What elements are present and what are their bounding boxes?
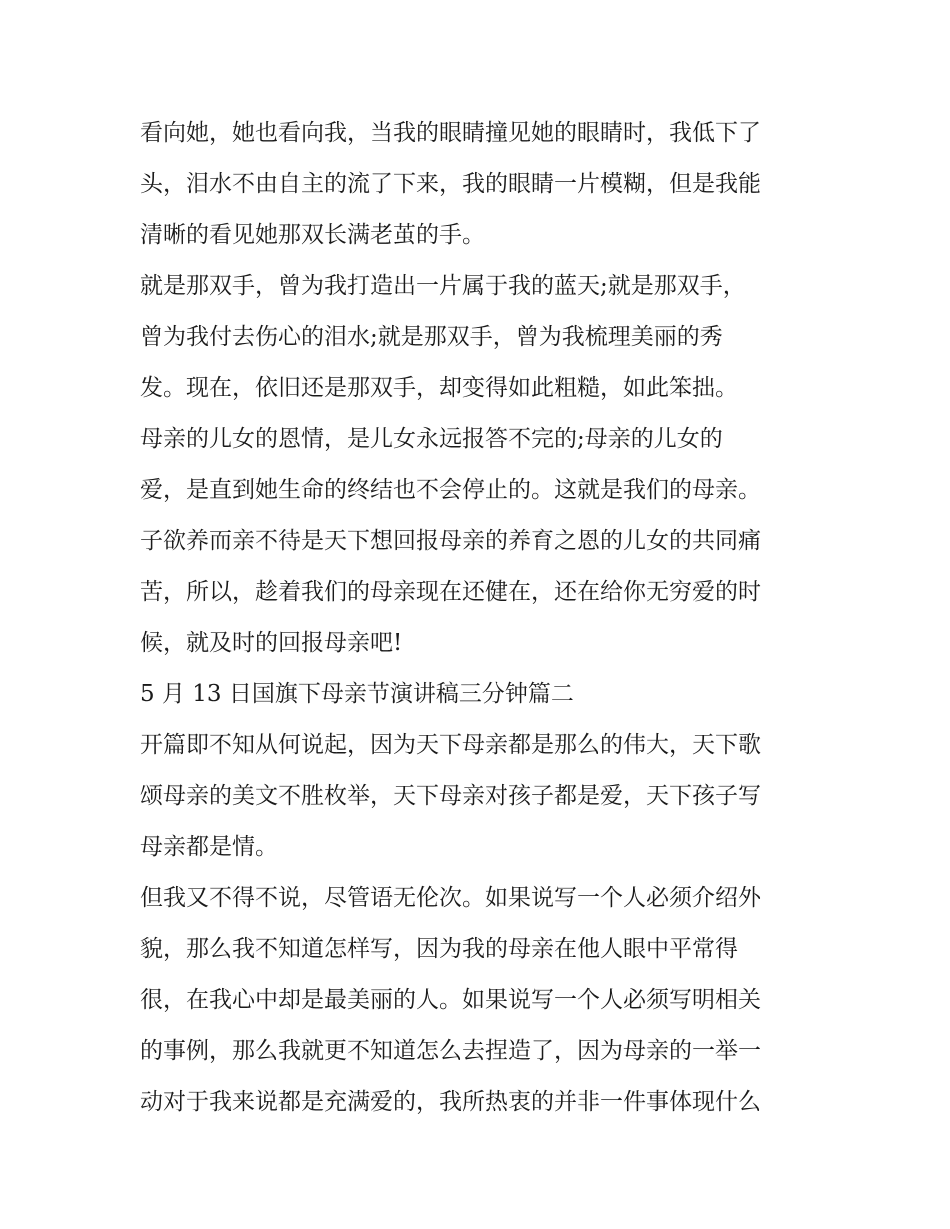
section-heading: 5 月 13 日国旗下母亲节演讲稿三分钟篇二 — [140, 681, 574, 707]
text-line: 苦，所以，趁着我们的母亲现在还健在，还在给你无穷爱的时 — [140, 579, 761, 605]
text-line: 开篇即不知从何说起，因为天下母亲都是那么的伟大，天下歌 — [140, 732, 761, 758]
text-line: 清晰的看见她那双长满老茧的手。 — [140, 222, 485, 248]
text-line: 候，就及时的回报母亲吧! — [140, 630, 403, 656]
text-line: 动对于我来说都是充满爱的，我所热衷的并非一件事体现什么 — [140, 1089, 761, 1115]
text-line: 发。现在，依旧还是那双手，却变得如此粗糙，如此笨拙。 — [140, 375, 738, 401]
text-line: 母亲都是情。 — [140, 834, 278, 860]
text-line: 很，在我心中却是最美丽的人。如果说写一个人必须写明相关 — [140, 987, 761, 1013]
text-line: 但我又不得不说，尽管语无伦次。如果说写一个人必须介绍外 — [140, 885, 761, 911]
text-line: 看向她，她也看向我，当我的眼睛撞见她的眼睛时，我低下了 — [140, 120, 761, 146]
text-line: 爱，是直到她生命的终结也不会停止的。这就是我们的母亲。 — [140, 477, 761, 503]
text-line: 就是那双手，曾为我打造出一片属于我的蓝天;就是那双手， — [140, 273, 746, 299]
text-line: 颂母亲的美文不胜枚举，天下母亲对孩子都是爱，天下孩子写 — [140, 783, 761, 809]
text-line: 头，泪水不由自主的流了下来，我的眼睛一片模糊，但是我能 — [140, 171, 761, 197]
text-line: 曾为我付去伤心的泪水;就是那双手，曾为我梳理美丽的秀 — [140, 324, 723, 350]
text-line: 貌，那么我不知道怎样写，因为我的母亲在他人眼中平常得 — [140, 936, 738, 962]
text-line: 母亲的儿女的恩情，是儿女永远报答不完的;母亲的儿女的 — [140, 426, 723, 452]
document-body — [140, 108, 820, 1128]
text-line: 子欲养而亲不待是天下想回报母亲的养育之恩的儿女的共同痛 — [140, 528, 761, 554]
text-line: 的事例，那么我就更不知道怎么去捏造了，因为母亲的一举一 — [140, 1038, 761, 1064]
